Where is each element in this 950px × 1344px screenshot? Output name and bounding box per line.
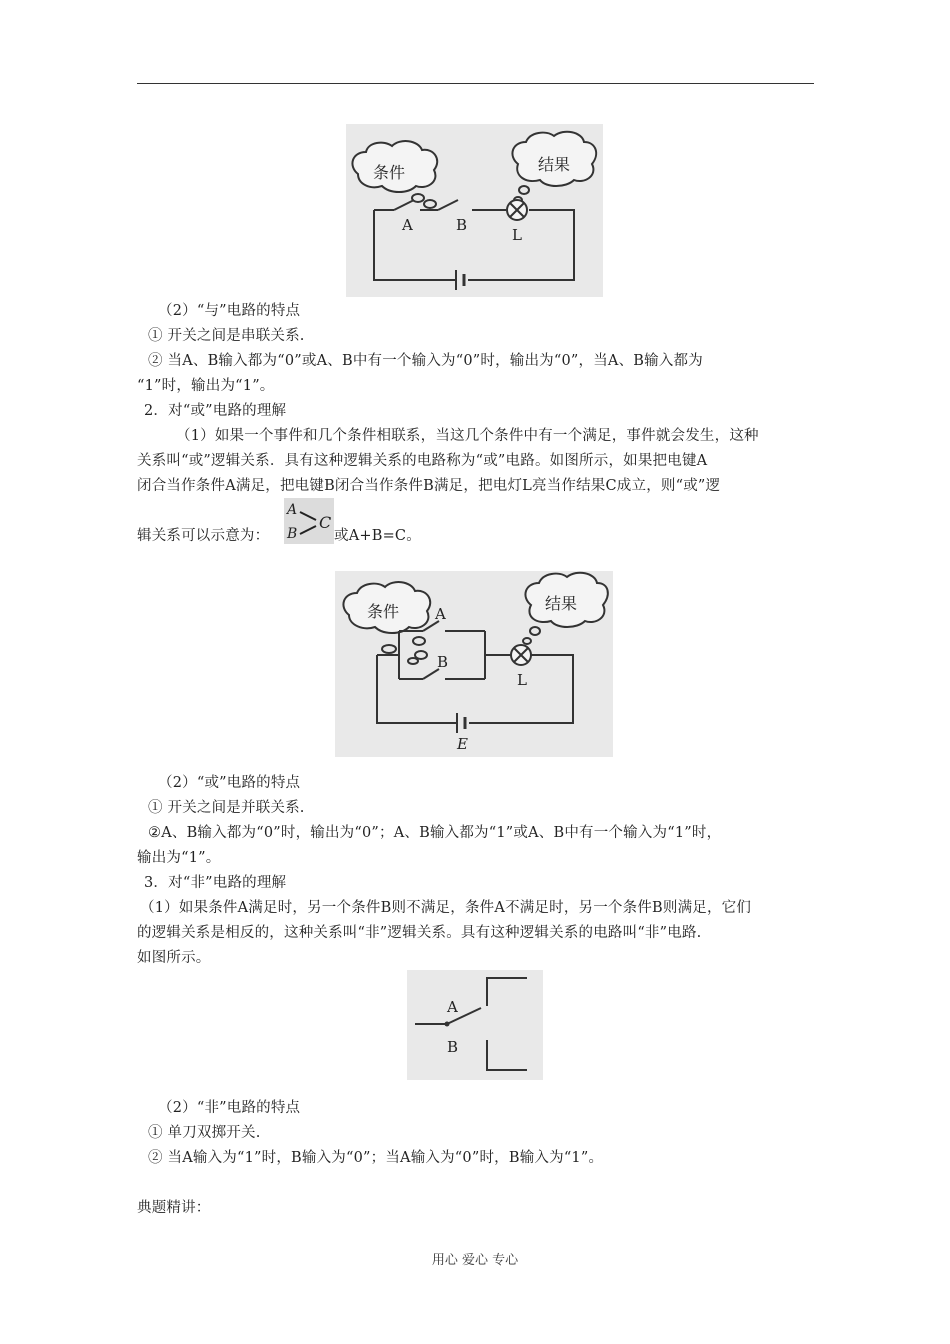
label-b: B: [447, 1038, 459, 1056]
or-heading: （2）“或”电路的特点: [158, 775, 301, 791]
not-p1-line1: （1）如果条件A满足时，另一个条件B则不满足，条件A不满足时，另一个条件B则满足，它们: [140, 900, 752, 916]
result-label: 结果: [538, 155, 571, 174]
page-footer: 用心 爱心 专心: [431, 1253, 519, 1268]
not-point1: ① 单刀双掷开关.: [148, 1125, 261, 1141]
label-a: A: [402, 216, 413, 234]
and-point1: ① 开关之间是串联关系.: [148, 328, 305, 344]
label-b: B: [456, 216, 468, 234]
condition-label: 条件: [367, 602, 400, 621]
label-e: E: [457, 735, 468, 753]
and-circuit-figure: [346, 124, 603, 297]
and-point2-line2: “1”时，输出为“1”。: [137, 378, 275, 394]
not-p1-line3: 如图所示。: [137, 950, 211, 966]
or-p1-line2: 关系叫“或”逻辑关系．具有这种逻辑关系的电路称为“或”电路。如图所示，如果把电键A: [137, 453, 708, 469]
header-rule: [137, 83, 814, 84]
or-p1-line1: （1）如果一个事件和几个条件相联系，当这几个条件中有一个满足，事件就会发生，这种: [176, 428, 759, 444]
examples-heading: 典题精讲：: [137, 1200, 211, 1216]
not-title: 3．对“非”电路的理解: [144, 875, 287, 891]
or-point2-line1: ②A、B输入都为“0”时，输出为“0”；A、B输入都为“1”或A、B中有一个输入为“1”时，: [148, 825, 722, 841]
and-heading: （2）“与”电路的特点: [158, 303, 301, 319]
condition-label: 条件: [373, 163, 406, 182]
or-point2-line2: 输出为“1”。: [137, 850, 221, 866]
or-title: 2．对“或”电路的理解: [144, 403, 287, 419]
not-switch-figure: [407, 970, 543, 1080]
inline-label-c: C: [319, 513, 332, 532]
not-point2: ② 当A输入为“1”时，B输入为“0”；当A输入为“0”时，B输入为“1”。: [148, 1150, 604, 1166]
label-l: L: [512, 226, 522, 244]
inline-label-b: B: [287, 526, 298, 542]
not-heading: （2）“非”电路的特点: [158, 1100, 301, 1116]
or-circuit-figure: [335, 571, 613, 757]
or-logic-inline-figure: [284, 498, 334, 544]
label-l: L: [517, 671, 527, 689]
or-point1: ① 开关之间是并联关系.: [148, 800, 305, 816]
or-p1-line3: 闭合当作条件A满足，把电键B闭合当作条件B满足，把电灯L亮当作结果C成立，则“或”逻: [137, 478, 721, 494]
inline-label-a: A: [287, 502, 298, 518]
label-b: B: [437, 653, 449, 671]
and-point2-line1: ② 当A、B输入都为“0”或A、B中有一个输入为“0”时，输出为“0”，当A、B输入都为: [148, 353, 703, 369]
label-a: A: [447, 998, 458, 1016]
label-a: A: [435, 605, 446, 623]
or-p1-line4b: 或A+B=C。: [334, 528, 421, 544]
or-p1-line4a: 辑关系可以示意为：: [137, 528, 270, 544]
not-p1-line2: 的逻辑关系是相反的，这种关系叫“非”逻辑关系。具有这种逻辑关系的电路叫“非”电路.: [137, 925, 702, 941]
result-label: 结果: [545, 594, 578, 613]
